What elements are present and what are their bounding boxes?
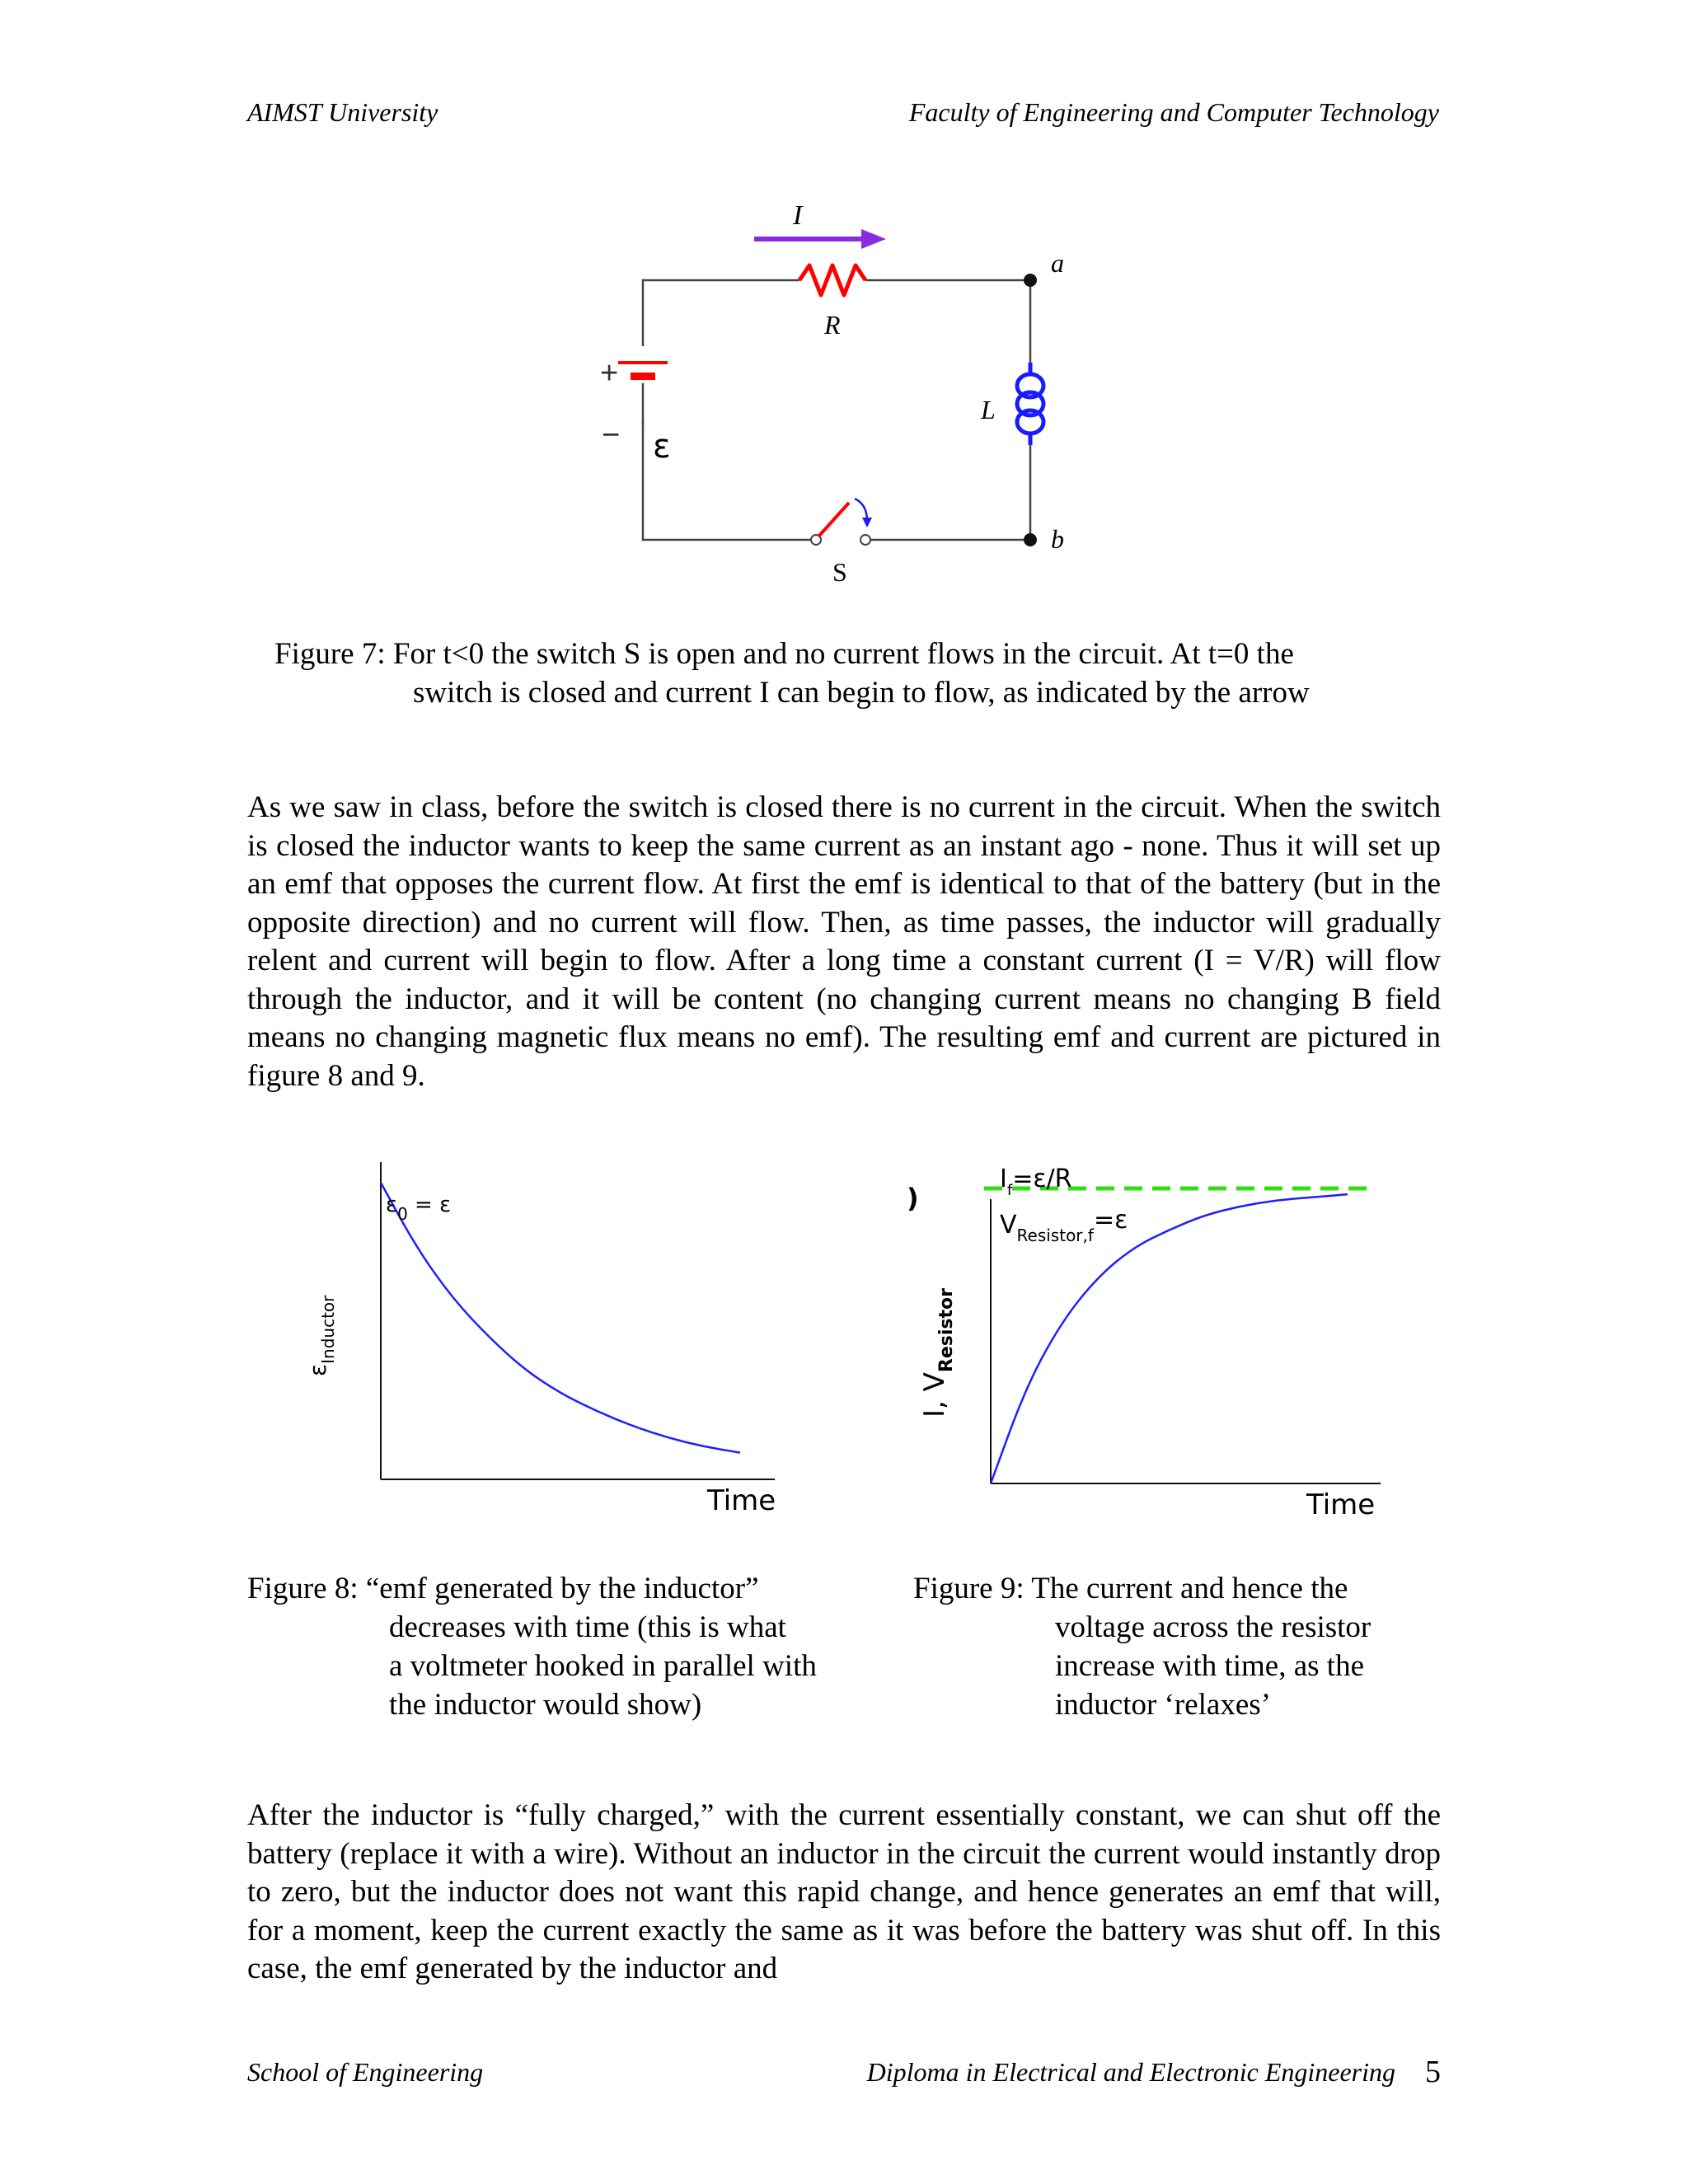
body-paragraph-2: After the inductor is “fully charged,” with the current essentially constant, we can shut off the battery (replace it with a wire). Without an inductor in the circuit the current would instantly drop to zero, but the inductor does not want this rapid change, and hence generates an emf that will, for a moment, keep the current exactly the same as it was before the battery was shut off. In this case, the emf generated by the inductor and [247,1798,1441,1985]
fig9-annotation-voltage: $V_{Resistor,f}=\varepsilon$ [1000,1206,1128,1245]
figure8-caption [247,1569,874,1724]
figure8-caption-line1: Figure 8: “emf generated by the inductor” [247,1572,759,1605]
node-b-dot [1024,533,1037,546]
figure9-caption-line1: Figure 9: The current and hence the [913,1572,1348,1605]
fig9-stray-mark: ) [907,1183,919,1214]
page-number: 5 [1425,2055,1441,2089]
inductor-label: L [981,395,996,424]
footer-diploma: Diploma in Electrical and Electronic Engineering [866,2057,1395,2087]
figure7-caption [274,635,1445,712]
figure9-caption-line3: increase with time, as the [1055,1649,1365,1683]
node-a-label: a [1051,248,1064,278]
battery-minus: − [602,418,621,452]
figure8-caption-line2: decreases with time (this is what [389,1610,786,1644]
node-a-dot [1024,274,1037,287]
current-arrow [754,229,886,249]
figure9-caption [913,1569,1441,1724]
footer-school: School of Engineering [247,2057,484,2087]
fig9-annotation-current: $I_f=\varepsilon/R$ [1000,1165,1072,1199]
fig8-xlabel: Time [707,1484,776,1517]
header-faculty: Faculty of Engineering and Computer Technology [908,97,1439,127]
figure7-circuit-diagram [577,198,1113,593]
inductor-symbol [1017,363,1043,445]
resistor-symbol [799,265,865,295]
figure9-caption-line2: voltage across the resistor [1055,1610,1372,1644]
figure7-caption-line2: switch is closed and current I can begin to flow, as indicated by the arrow [413,676,1310,710]
figure7-caption-line1: Figure 7: For t<0 the switch S is open and no current flows in the circuit. At t=0 the [274,637,1294,671]
figure9-chart [882,1146,1409,1525]
figure8-chart [297,1146,808,1525]
switch-symbol [811,499,872,545]
fig9-xlabel: Time [1306,1488,1376,1521]
figure9-caption-line4: inductor ‘relaxes’ [1055,1688,1271,1722]
fig8-emf-curve [381,1183,740,1453]
body-paragraph-1: As we saw in class, before the switch is closed there is no current in the circuit. When the switch is closed the inductor wants to keep the same current as an instant ago - none. Thus it will set up an emf that opposes the current flow. At first the emf is identical to that of the battery (but in the opposite direction) and no current will flow. Then, as time passes, the inductor will gradually relent and current will begin to flow. After a long time a constant current (I = V/R) will flow through the inductor, and it will be content (no changing current means no changing B field means no changing magnetic flux means no emf). The resulting emf and current are pictured in figure 8 and 9. [247,790,1441,1093]
battery-plus: + [600,356,619,391]
figure8-caption-line3: a voltmeter hooked in parallel with [389,1649,817,1683]
switch-label: S [832,557,847,587]
current-label: I [793,200,803,231]
fig8-annotation: $\varepsilon_0 = \varepsilon$ [386,1193,452,1224]
fig9-ylabel: I, $V_{Resistor}$ [918,1288,957,1418]
node-b-label: b [1051,524,1064,554]
resistor-label: R [824,310,841,340]
emf-label: ε [653,428,671,466]
fig8-ylabel: $\varepsilon_{Inductor}$ [304,1295,338,1376]
battery-symbol [618,363,668,380]
header-university: AIMST University [247,97,438,127]
figure8-caption-line4: the inductor would show) [389,1688,702,1722]
